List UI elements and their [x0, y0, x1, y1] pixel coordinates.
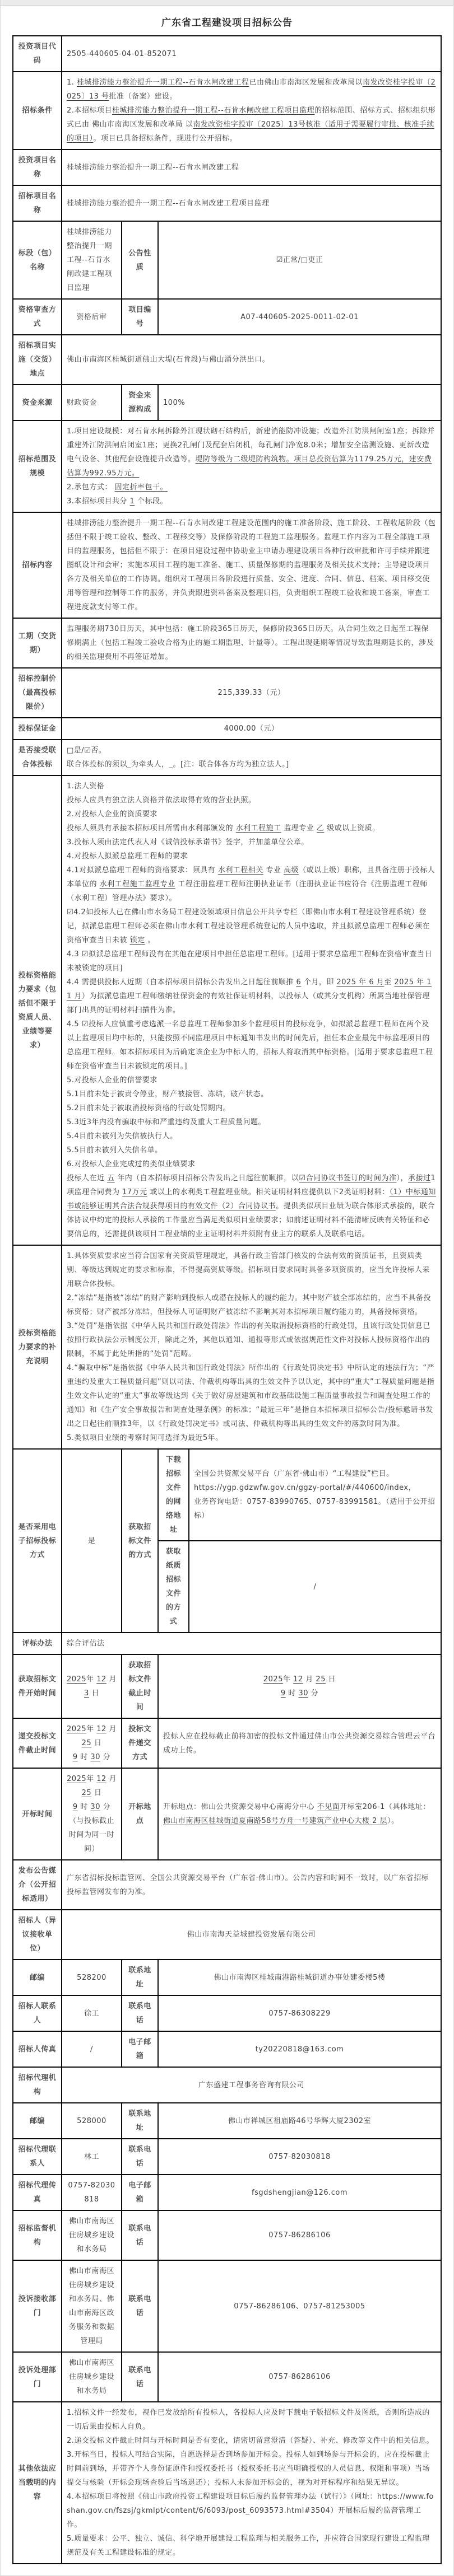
doc-end-label: 获取招标文件截止时间 [122, 1654, 158, 1718]
tenderer-fax-value: / [62, 2031, 122, 2067]
paper-documents-value: / [189, 1541, 441, 1633]
bid-conditions-label: 招标条件 [13, 72, 62, 149]
agency-phone-value: 0757-82030818 [158, 2139, 441, 2175]
paper-documents-label: 获取纸质招标文件的方式 [158, 1541, 189, 1633]
agency-address-value: 佛山市禅城区祖庙路46号华辉大厦2302室 [158, 2103, 441, 2139]
tender-name-label: 招标项目名称 [13, 185, 62, 221]
notice-nature-value: ☑正常/□更正 [158, 221, 441, 299]
evaluation-method-label: 评标办法 [13, 1633, 62, 1654]
tenderer-address-label: 联系地址 [122, 1960, 158, 1995]
row-agency-postcode [13, 2103, 441, 2139]
tenderer-email-value: ty20220818@163.com [158, 2031, 441, 2067]
agency-email-label: 电子邮箱 [122, 2175, 158, 2210]
agency-postcode-label: 邮编 [13, 2103, 62, 2139]
duration-value: 监理服务期730日历天，其中包括：施工阶段365日历天，保修阶段365日历天。从合同生效之日起至工程保修期满止（包括工程竣工验收合格为止的施工期监理、计量等）。工程出现延期等情况导致监理期延长的，涉及的相关监理费用不再签证增加。 [62, 618, 441, 668]
consortium-label: 是否接受联合体投标 [13, 740, 62, 775]
row-section-name [13, 221, 441, 299]
bid-bond-value: 4000.00（元） [62, 718, 441, 740]
submit-method-value: 投标人应在投标截止前将加密的投标文件通过佛山市公共资源交易综合管理云平台成功上传。 [158, 1718, 441, 1768]
row-tenderer-fax [13, 2031, 441, 2067]
supervisor-value: 佛山市南海区住房城乡建设和水务局 [62, 2210, 122, 2260]
doc-end-value: 2025年 12 月 25 日 9 时 30 分 [158, 1654, 441, 1718]
tenderer-phone-label: 联系电话 [122, 1995, 158, 2031]
complaint-handling-phone-value: 0757-86286106 [158, 2352, 441, 2402]
agency-postcode-value: 528000 [62, 2103, 122, 2139]
row-complaint-handling [13, 2352, 441, 2402]
control-price-label: 招标控制价（最高投标限价） [13, 668, 62, 718]
other-content-value: 1.招标文件一经发布，视作已发放给所有投标人，各投标人应及时下载电子版招标文件及图纸，否则所造成的一切后果由投标人自负。 2.递交投标文件截止时间与开标时间是否有变化，请密切留意澄清（答疑）、补充、修改等文件中的相关信息。 3.开标当日，投标人可结合实际，自愿选择是否到场参加开标会。投标人如到场参与开标会的，应在投标截止时间前到场，并带齐个人身份证原件和授权委托书（授权委托书应当明确授权的人员信息、权限和事项）当场提交与核验（开标会现场查验后当场退还）；投标人未参加开标会的，视为对开标程序和结果无异议。 4.本招标项目将按照《佛山市政府投资工程建设项目标后履约监督管理办法（试行）》（网址：https://www.foshan.gov.cn/fszsj/gkmlpt/content/6/6093/post_6093573.html#3504）开展标后履约监督管理工作。 5.质量要求：公平、独立、诚信、科学地开展建设工程监理与相关服务工作，并应符合国家现行建设工程监理规范及有关工程建设标准的规定。 [62, 2402, 441, 2564]
evaluation-method-value: 综合评估法 [62, 1633, 441, 1654]
agency-contact-value: 林工 [62, 2139, 122, 2175]
row-bid-conditions [13, 72, 441, 149]
row-invest-name [13, 149, 441, 185]
qualification-review-value: 资格后审 [62, 299, 122, 335]
tenderer-label: 招标人（异议接收单位） [13, 1910, 62, 1960]
agency-phone-label: 联系电话 [122, 2139, 158, 2175]
row-duration [13, 618, 441, 668]
page-top-bar [1, 0, 453, 6]
row-qualification-notes [13, 1245, 441, 1449]
location-value: 佛山市南海区桂城街道佛山大堤(石肯段)与佛山涌分洪出口。 [62, 335, 441, 385]
qualification-notes-label: 投标资格能力要求的补充说明 [13, 1245, 62, 1449]
row-supervisor [13, 2210, 441, 2260]
duration-label: 工期（交货期） [13, 618, 62, 668]
download-url-label: 下载招标文件的网络地址 [158, 1449, 189, 1541]
row-control-price [13, 668, 441, 718]
doc-start-label: 获取招标文件开始时间 [13, 1654, 62, 1718]
download-url-value: 全国公共资源交易平台（广东省·佛山市）“工程建设”栏目。 https://ygp.gdzwfw.gov.cn/ggzy-portal/#/440600/index， 业务咨询电话：0757-83990765、0757-83991581。（适用于公开招标） [189, 1449, 441, 1541]
row-agency-contact [13, 2139, 441, 2175]
other-content-label: 其他依法应当载明的内容 [13, 2402, 62, 2564]
project-number-label: 项目编号 [122, 299, 158, 335]
opening-place-value: 开标地点：佛山公共资源交易中心南海分中心 不见面开标室206-1（具体地址：佛山市南海区桂城街道夏南路58号方舟一号建筑产业中心大楼 2 层）。 [158, 1768, 441, 1860]
complaint-handling-label: 投诉处理部门 [13, 2352, 62, 2402]
supervisor-phone-value: 0757-86286106 [158, 2210, 441, 2260]
row-agency [13, 2067, 441, 2103]
agency-address-label: 联系地址 [122, 2103, 158, 2139]
complaint-receiving-phone-label: 联系电话 [122, 2260, 158, 2352]
tenderer-value: 佛山市南海天益城建投资发展有限公司 [62, 1910, 441, 1960]
tenderer-phone-value: 0757-86308229 [158, 1995, 441, 2031]
tenderer-postcode-value: 528200 [62, 1960, 122, 1995]
complaint-handling-value: 佛山市南海区住房城乡建设和水务局 [62, 2352, 122, 2402]
funding-composition-value: 100% [158, 385, 441, 420]
row-submit-deadline [13, 1718, 441, 1768]
media-label: 发布公告媒介（公开招标适用） [13, 1860, 62, 1910]
project-code-label: 投资项目代码 [13, 36, 62, 72]
tenderer-contact-label: 招标人联系人 [13, 1995, 62, 2031]
complaint-receiving-value: 佛山市南海区住房城乡建设和水务局、佛山市南海区政务服务和数据管理局 [62, 2260, 122, 2352]
submit-deadline-value: 2025年 12 月 25 日 9 时 30 分 [62, 1718, 122, 1768]
qualification-requirements-label: 投标资格能力要求（包括但不限于资质人员、业绩等要求） [13, 775, 62, 1245]
row-content [13, 512, 441, 618]
row-tenderer [13, 1910, 441, 1960]
invest-name-value: 桂城排涝能力整治提升一期工程--石肯水闸改建工程 [62, 149, 441, 185]
complaint-handling-phone-label: 联系电话 [122, 2352, 158, 2402]
content-value: 桂城排涝能力整治提升一期工程--石肯水闸改建工程建设范围内的施工准备阶段、施工阶段、工程收尾阶段（包括但不限于竣工验收、整改、工程移交等）及保修阶段的工程施工监理服务。监理工作内容为工程全部施工项目的监理服务，包括但不限于：在项目建设过程中协助业主申请办理建设项目各种行政审批和许可手续并跟进图纸设计和会审；实施本项目工程的施工准备、施工、质量保修期的监理服务及相关技术支持；主导建设项目各方及相关单位的工作协调。组织对工程项目各阶段进行质量、安全、进度、合同、信息、档案、项目移交使用等管理和控制等工作的服务，并负责跟进资料备案及整理归档，负责组织工程竣工验收和竣工备案，审查工程进度款支付等工作。 [62, 512, 441, 618]
tenderer-fax-label: 招标人传真 [13, 2031, 62, 2067]
funding-label: 资金来源 [13, 385, 62, 420]
control-price-value: 215,339.33（元） [62, 668, 441, 718]
scope-label: 招标范围及规模 [13, 420, 62, 512]
opening-time-label: 开标时间 [13, 1768, 62, 1860]
doc-start-value: 2025年 12 月 3 日 [62, 1654, 122, 1718]
qualification-notes-value: 1.具体资质要求应当符合国家有关资质管理规定，具备行政主管部门核发的合法有效的资质证书，且资质类别、等级达到规定的要求和标准，不得提高资质等级。招标项目要求同时具备多项资质的，应当允许投标人采用联合体投标。 2.“冻结”是指被“冻结”的财产影响到投标人或潜在投标人的履约能力。其中财产被全部冻结的，应当不具备投标资格；财产被部分冻结，但投标人可证明财产被冻结不影响其对本招标项目履约能力的，具备投标资格。 3.“处罚”是指依据《中华人民共和国行政处罚法》作出的有关取消投标资格的行政处罚，且该行政处罚信息已按照行政执法公示制度公开，除此之外，其他以通知、通报等形式或依据规范性文件对投标人投标资格作出的限制，不属于此处所指的“处罚”范畴。 4.“骗取中标”是指依据《中华人民共和国行政处罚法》所作出的《行政处罚决定书》中所认定的违法行为；“严重违约及重大工程质量问题”则以司法、仲裁机构等出具的生效文件予以认定，其中的“重大”工程质量问题是指生效文件认定的“重大”事故等级达到《关于做好房屋建筑和市政基础设施工程质量事故报告和调查处理工作的通知》和《生产安全事故报告和调查处理条例》的标准；“最近三年”是指自本招标项目招标公告/投标邀请书发出之日起往前顺推3年，以《行政处罚决定书》或司法、仲裁机构等出具的生效文件的落款时间为准。 5.类似项目业绩的考察时间可选择为最近5年。 [62, 1245, 441, 1449]
supervisor-label: 招标监督机构 [13, 2210, 62, 2260]
row-consortium [13, 740, 441, 775]
agency-fax-label: 招标代理传真 [13, 2175, 62, 2210]
complaint-receiving-label: 投诉接收部门 [13, 2260, 62, 2352]
complaint-receiving-phone-value: 0757-86286106、0757-81253005 [158, 2260, 441, 2352]
submit-deadline-label: 递交投标文件截止时间 [13, 1718, 62, 1768]
row-qualification-requirements [13, 775, 441, 1245]
scope-value: 1.项目建设规模：对石肯水闸拆除外江现状砌石结构后，新建消能防冲设施；改造外江防洪闸闸室1座；拆除并重建外江防洪闸启闭室1座；更换2孔闸门及配套启闭机，每孔闸门净宽8.0米；增加安全监测设施、更新改造电气设备、其他配套设施提升改造等。堤防等级为二级堤防构筑物。项目总投资估算为1179.25万元，建安费估算为992.95万元。 2.承包方式： 固定折率包干。 3.本招标项目共分 1 个标段。 [62, 420, 441, 512]
row-location [13, 335, 441, 385]
row-project-code [13, 36, 441, 72]
row-electronic-bidding [13, 1449, 441, 1541]
qualification-requirements-value: 1.法人资格 投标人应具有独立法人资格并依法取得有效的营业执照。 2.对投标人企业的资质要求 投标人须具有承接本招标项目所需由水利部颁发的 水利工程施工 监理专业 乙 级或以上资质。 3.投标人须由法定代表人对《诚信投标承诺书》签字，并加盖单位公章。 4.对投标人拟派总监理工程师的要求 4.1对拟派总监理工程师的资格要求：须具有 水利工程相关 专业 高级（或以上级）职称，且具备注册于投标人本单位的 水利工程施工监理专业 工程注册监理工程师注册执业证书（注册执业证书应符合《注册监理工程师（水利工程）管理办法》要求）。 ☑4.2如投标人已在佛山市水务局工程建设领域项目信息公开共享专栏（即佛山市水利工程建设管理系统）登记，拟派总监理工程师必须在佛山市水利工程建设管理系统登记的人员中选取，并且拟派总监理工程师必须在资格审查当日未被 锁定 。 4.3 ☑拟派总监理工程师没有在其他在建项目中担任总监理工程师。[适用于要求总监理工程师在资格审查当日未被锁定的项目] 4.4 需提供投标人近期（自本招标项目招标公告发出之日起往前顺推 6 个月，即 2025 年 6 月至 2025 年 11 月）为拟派总监理工程师缴纳社保资金的有效社保证明材料，以投标人（或其分支机构）所属当地社保管理部门出具的证明材料扫描件为准。 4.5 ☑投标人应慎重考虑选派一名总监理工程师参加多个监理项目的投标竞争，如拟派总监理工程师在两个及以上监理项目均中标的，只能按照不同监理项目中标通知书发出的时间先后，担任本企业最先中标监理项目的总监理工程师。如本招标项目为后确定该企业为中标人的，招标人将取消其中标资格。[适用于要求总监理工程师在资格审查当日未被锁定的项目。] 5.对投标人企业的信誉要求 5.1目前未处于被责令停业，财产被接管、冻结，破产状态。 5.2目前未处于被取消投标资格的行政处罚期内。 5.3近3年内没有骗取中标和严重违约及重大工程质量问题。 5.4目前未被列为失信被执行人。 5.5目前未被列入失信名单。 6.对投标人企业完成过的类似业绩要求 投标人在近 五 年内（自本招标项目招标公告发出之日起往前顺推，以☑合同协议书签订的时间为准），承接过1项监理合同费为 17万元 或以上的水利类工程监理业绩。相关证明材料应提供以下2类证明材料：（1）中标通知书或能够证明其合法合规获得项目的有效文件（2）合同协议书。提供类似项目业绩为联合体形式承接的，联合体协议中约定的投标人承接的工作量应当满足类似项目业绩要求；如前述证明材料不能清晰反映有关特征和必要信息的，还需提供该项目工程业绩的业主证明材料并须附有业主方的联系人及联系电话。 [62, 775, 441, 1245]
section-name-label: 标段（包）名称 [13, 221, 62, 299]
consortium-value: □是/☑否。 联合体投标的须以_为牵头人，_。[注：联合体各方均为独立法人。] [62, 740, 441, 775]
bid-bond-label: 投标保证金 [13, 718, 62, 740]
tenderer-email-label: 电子邮箱 [122, 2031, 158, 2067]
row-scope [13, 420, 441, 512]
bid-conditions-value: 1. 桂城排涝能力整治提升一期工程--石肯水闸改建工程已由佛山市南海区发展和改革局以南发改资桂字投审〔2025〕13 号批准（备案）建设。 2.本招标项目桂城排涝能力整治提升一期工程--石肯水闸改建工程项目监理的招标范围、招标方式、招标组织形式已由 佛山市南海区发展和改革局 以南发改资桂字投审〔2025〕13号核准（适用于需要履行审批、核准手续的项目）。项目已具备招标条件，现进行公开招标。 [62, 72, 441, 149]
opening-place-label: 开标地点 [122, 1768, 158, 1860]
agency-contact-label: 招标代理联系人 [13, 2139, 62, 2175]
tenderer-address-value: 佛山市南海区桂城南港路桂城街道办事处建委楼5楼 [158, 1960, 441, 1995]
row-media [13, 1860, 441, 1910]
announcement-table [12, 35, 442, 2564]
electronic-bidding-value: 是 [62, 1449, 122, 1633]
row-tenderer-postcode [13, 1960, 441, 1995]
invest-name-label: 投资项目名称 [13, 149, 62, 185]
row-opening [13, 1768, 441, 1860]
page-title: 广东省工程建设项目招标公告 [161, 17, 293, 29]
content-label: 招标内容 [13, 512, 62, 618]
opening-time-value: 2025年 12 月 25 日 9 时 30 分（与投标截止时间为同一时间） [62, 1768, 122, 1860]
row-tenderer-contact [13, 1995, 441, 2031]
row-evaluation-method [13, 1633, 441, 1654]
agency-label: 招标代理机构 [13, 2067, 62, 2103]
section-name-value: 桂城排涝能力整治提升一期工程--石肯水闸改建工程项目监理 [62, 221, 122, 299]
tenderer-contact-value: 徐工 [62, 1995, 122, 2031]
media-value: 广东省招标投标监管网、全国公共资源交易平台（广东省·佛山市）。公告内容和时间不一致时，以广东省招标投标监管网发布的为准。 [62, 1860, 441, 1910]
row-agency-fax [13, 2175, 441, 2210]
row-document-time [13, 1654, 441, 1718]
funding-composition-label: 资金来源构成 [122, 385, 158, 420]
funding-value: 财政资金 [62, 385, 122, 420]
get-documents-label: 获取招标文件的方式 [122, 1449, 158, 1633]
qualification-review-label: 资格审查方式 [13, 299, 62, 335]
row-bid-bond [13, 718, 441, 740]
electronic-bidding-label: 是否采用电子招标投标方式 [13, 1449, 62, 1633]
tender-name-value: 桂城排涝能力整治提升一期工程--石肯水闸改建工程项目监理 [62, 185, 441, 221]
row-other-content [13, 2402, 441, 2564]
row-funding [13, 385, 441, 420]
agency-email-value: fsgdshengjian@126.com [158, 2175, 441, 2210]
agency-fax-value: 0757-82030818 [62, 2175, 122, 2210]
supervisor-phone-label: 联系电话 [122, 2210, 158, 2260]
tenderer-postcode-label: 邮编 [13, 1960, 62, 1995]
row-tender-name [13, 185, 441, 221]
row-qualification-review [13, 299, 441, 335]
project-code-value: 2505-440605-04-01-852071 [62, 36, 441, 72]
submit-method-label: 投标文件递交方式 [122, 1718, 158, 1768]
row-complaint-receiving [13, 2260, 441, 2352]
project-number-value: A07-440605-2025-0011-02-01 [158, 299, 441, 335]
agency-value: 广东盛建工程事务咨询有限公司 [62, 2067, 441, 2103]
location-label: 招标项目实施（交货）地点 [13, 335, 62, 385]
notice-nature-label: 公告性质 [122, 221, 158, 299]
